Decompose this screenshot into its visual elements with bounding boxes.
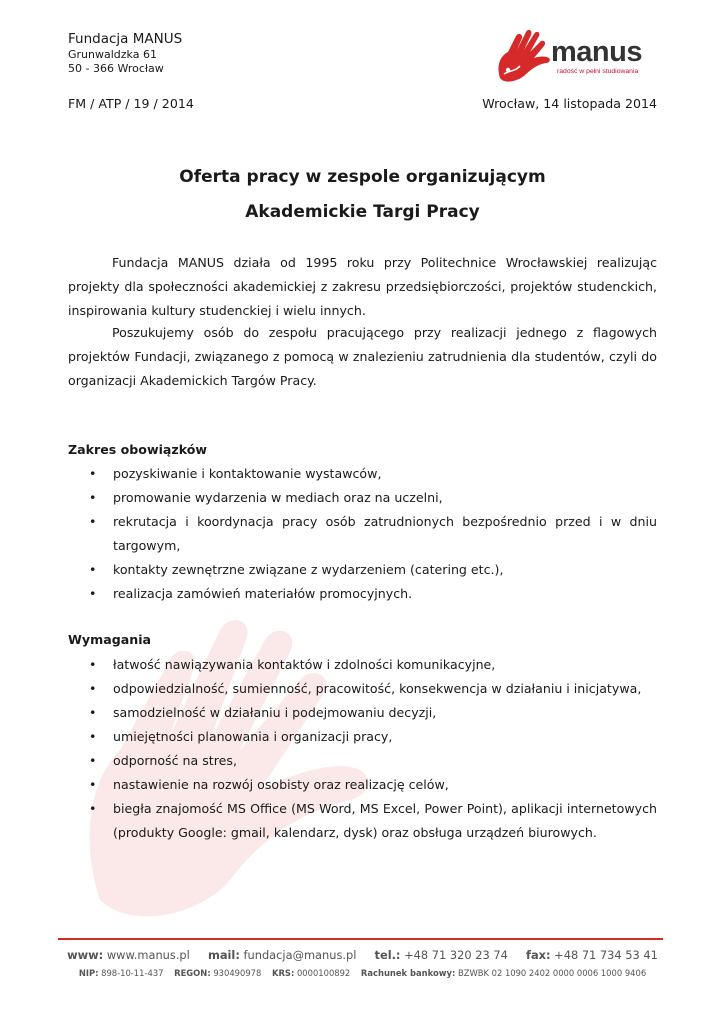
bullet-icon: • <box>89 681 97 696</box>
footer-contacts <box>0 948 725 962</box>
bullet-icon: • <box>89 801 97 816</box>
nip-value: 898-10-11-437 <box>101 968 164 978</box>
list-item-text: samodzielność w działaniu i podejmowaniu decyzji, <box>113 705 437 720</box>
address-line1: Grunwaldzka 61 <box>68 47 157 61</box>
bank-label: Rachunek bankowy: <box>360 968 456 978</box>
list-item <box>68 677 657 701</box>
list-item <box>68 653 657 677</box>
footer-registry <box>0 968 725 978</box>
list-item-text: pozyskiwanie i kontaktowanie wystawców, <box>113 466 382 481</box>
list-item-text: rekrutacja i koordynacja pracy osób zatrudnionych bezpośrednio przed i w dniu targowym, <box>113 514 657 553</box>
www-link[interactable]: www.manus.pl <box>106 948 190 962</box>
bullet-icon: • <box>89 777 97 792</box>
tel-value: +48 71 320 23 74 <box>404 948 508 962</box>
regon-value: 930490978 <box>213 968 262 978</box>
list-item-text: nastawienie na rozwój osobisty oraz realizację celów, <box>113 777 449 792</box>
bullet-icon: • <box>89 753 97 768</box>
list-item <box>68 582 657 606</box>
footer-divider <box>58 938 663 940</box>
bullet-icon: • <box>89 466 97 481</box>
list-item <box>68 510 657 558</box>
requirements-heading: Wymagania <box>68 632 152 647</box>
list-item <box>68 773 657 797</box>
list-item <box>68 486 657 510</box>
bullet-icon: • <box>89 490 97 505</box>
intro-paragraph-2: Poszukujemy osób do zespołu pracującego przy realizacji jednego z flagowych projektów Fundacji, związanego z pomocą w znalezieniu zatrudnienia dla studentów, czyli do organizacji Akademickich Targów Pracy. <box>68 325 657 388</box>
reference-number: FM / ATP / 19 / 2014 <box>68 96 194 111</box>
list-item-text: odpowiedzialność, sumienność, pracowitość, konsekwencja w działaniu i inicjatywa, <box>113 681 642 696</box>
bullet-icon: • <box>89 705 97 720</box>
list-item-text: łatwość nawiązywania kontaktów i zdolności komunikacyjne, <box>113 657 496 672</box>
document-date: Wrocław, 14 listopada 2014 <box>482 96 657 111</box>
bullet-icon: • <box>89 514 97 529</box>
title-line1: Oferta pracy w zespole organizującym <box>179 167 546 187</box>
bullet-icon: • <box>89 562 97 577</box>
bank-value: BZWBK 02 1090 2402 0000 0006 1000 9406 <box>457 968 647 978</box>
requirements-list <box>68 653 657 845</box>
fax-label: fax: <box>525 948 551 962</box>
list-item-text: realizacja zamówień materiałów promocyjnych. <box>113 586 413 601</box>
fax-value: +48 71 734 53 41 <box>554 948 658 962</box>
logo-wordmark: manus <box>551 36 642 68</box>
list-item <box>68 797 657 845</box>
list-item <box>68 725 657 749</box>
logo-tagline: radość w pełni studiowania <box>557 68 639 75</box>
list-item-text: biegła znajomość MS Office (MS Word, MS Excel, Power Point), aplikacji internetowych (produkty Google: gmail, kalendarz, dysk) oraz obsługa urządzeń biurowych. <box>113 801 657 840</box>
title-line2: Akademickie Targi Pracy <box>245 202 480 222</box>
list-item-text: promowanie wydarzenia w mediach oraz na uczelni, <box>113 490 443 505</box>
list-item-text: kontakty zewnętrzne związane z wydarzeniem (catering etc.), <box>113 562 504 577</box>
tel-label: tel.: <box>374 948 401 962</box>
list-item-text: umiejętności planowania i organizacji pracy, <box>113 729 393 744</box>
org-name: Fundacja MANUS <box>68 31 183 47</box>
bullet-icon: • <box>89 729 97 744</box>
list-item <box>68 462 657 486</box>
list-item-text: odporność na stres, <box>113 753 237 768</box>
list-item <box>68 558 657 582</box>
list-item <box>68 749 657 773</box>
bullet-icon: • <box>89 586 97 601</box>
mail-label: mail: <box>207 948 240 962</box>
address-line2: 50 - 366 Wrocław <box>68 61 164 75</box>
regon-label: REGON: <box>174 968 211 978</box>
intro-paragraph-1: Fundacja MANUS działa od 1995 roku przy Politechnice Wrocławskiej realizując projekty dla społeczności akademickiej z zakresu przedsiębiorczości, projektów studenckich, inspirowania kultury studenckiej i wielu innych. <box>68 255 657 318</box>
www-label: www: <box>67 948 104 962</box>
duties-heading: Zakres obowiązków <box>68 442 208 457</box>
krs-value: 0000100892 <box>296 968 351 978</box>
sender-address <box>68 31 182 75</box>
list-item <box>68 701 657 725</box>
nip-label: NIP: <box>78 968 99 978</box>
mail-link[interactable]: fundacja@manus.pl <box>243 948 357 962</box>
reference-line <box>68 96 657 111</box>
bullet-icon: • <box>89 657 97 672</box>
duties-list <box>68 462 657 606</box>
krs-label: KRS: <box>271 968 295 978</box>
